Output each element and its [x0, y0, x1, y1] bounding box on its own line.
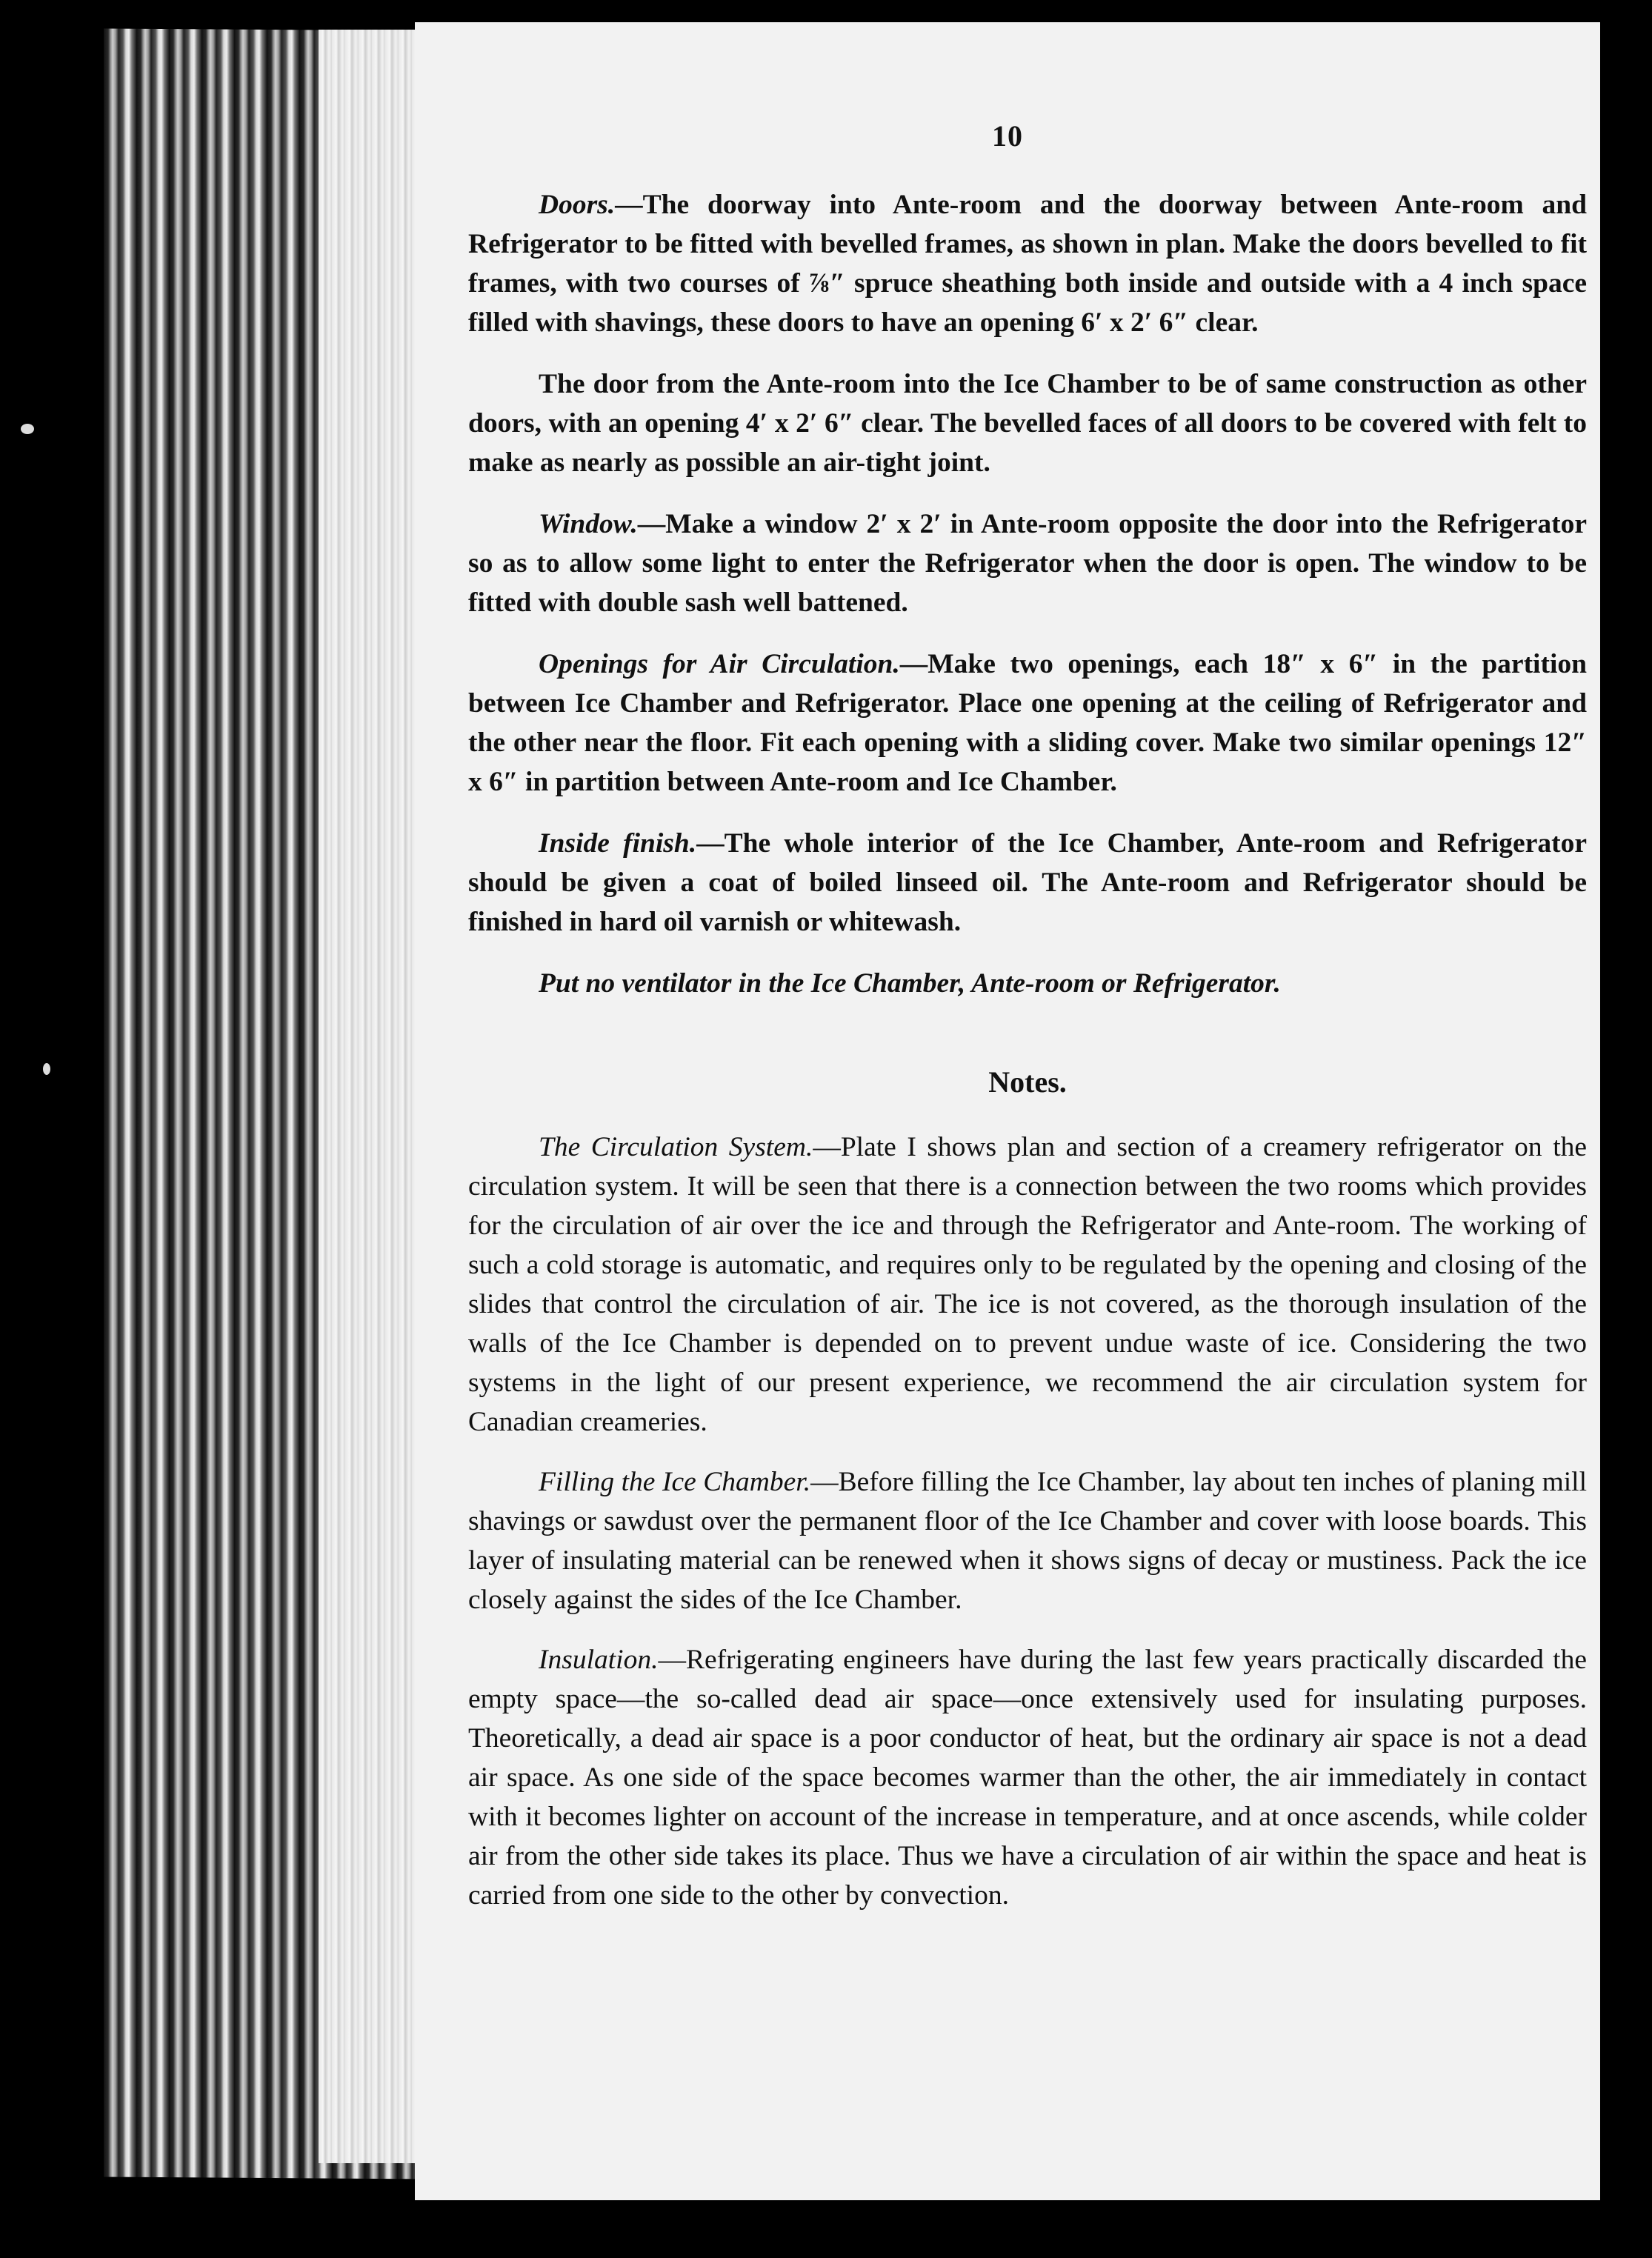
- notes-heading: Notes.: [988, 1065, 1067, 1099]
- paragraph-lead: Doors.: [539, 190, 616, 220]
- paragraph-openings: [468, 645, 1587, 802]
- paragraph-lead: Insulation.: [539, 1645, 659, 1675]
- paragraph-lead: Filling the Ice Chamber.: [539, 1467, 811, 1497]
- no-ventilator-note: Put no ventilator in the Ice Chamber, Ante-room or Refrigerator.: [539, 968, 1281, 999]
- paragraph-text: —Plate I shows plan and section of a creamery refrigerator on the circulation system. It will be seen that there is a connection between the two rooms which provides for the circulation of air over the ice and through the Refrigerator and Ante-room. The working of such a cold storage is automatic, and requires only to be regulated by the opening and closing of the slides that control the circulation of air. The ice is not covered, as the thorough insulation of the walls of the Ice Chamber is depended on to prevent undue waste of ice. Considering the two systems in the light of our present experience, we recommend the air circulation system for Canadian creameries.: [468, 1132, 1588, 1437]
- paragraph-lead: Inside finish.: [539, 828, 697, 859]
- paragraph-text: —Refrigerating engineers have during the last few years practically discarded the empty space—the so-called dead air space—once extensively used for insulating purposes. Theoretically, a dead air space is a poor conductor of heat, but the ordinary air space is not a dead air space. As one side of the space becomes warmer than the other, the air immediately in contact with it becomes lighter on account of the increase in temperature, and at once ascends, while colder air from the other side takes its place. Thus we have a circulation of air within the space and heat is carried from one side to the other by convection.: [468, 1645, 1587, 1911]
- book-page-edges-light: [319, 30, 430, 2163]
- paragraph-text: The door from the Ante-room into the Ice Chamber to be of same construction as other doors, with an opening 4′ x 2′ 6″ clear. The bevelled faces of all doors to be covered with felt to make as nearly as possible an air-tight joint.: [468, 369, 1587, 478]
- paragraph-text: —Make a window 2′ x 2′ in Ante-room opposite the door into the Refrigerator so as to allow some light to enter the Refrigerator when the door is open. The window to be fitted with double sash well battened.: [468, 509, 1587, 618]
- paragraph-doors: [468, 185, 1587, 342]
- paragraph-lead: Openings for Air Circulation.: [539, 649, 900, 679]
- paragraph-insulation: [468, 1640, 1587, 1915]
- paragraph-text: —Before filling the Ice Chamber, lay about ten inches of planing mill shavings or sawdust over the permanent floor of the Ice Chamber and cover with loose boards. This layer of insulating material can be renewed when it shows signs of decay or mustiness. Pack the ice closely against the sides of the Ice Chamber.: [468, 1467, 1587, 1615]
- paragraph-circulation-system: [468, 1128, 1587, 1442]
- paragraph-ice-chamber-door: [468, 364, 1587, 482]
- paragraph-lead: The Circulation System.: [539, 1132, 813, 1162]
- notes-section: [468, 1128, 1587, 1915]
- paragraph-window: [468, 504, 1587, 622]
- paragraph-lead: Window.: [539, 509, 638, 539]
- paragraph-text: —The doorway into Ante-room and the doorway between Ante-room and Refrigerator to be fitted with bevelled frames, as shown in plan. Make the doors bevelled to fit frames, with two courses of ⅞″ spruce sheathing both inside and outside with a 4 inch space filled with shavings, these doors to have an opening 6′ x 2′ 6″ clear.: [468, 190, 1587, 338]
- paragraph-filling-ice-chamber: [468, 1462, 1587, 1619]
- paragraph-text: —Make two openings, each 18″ x 6″ in the partition between Ice Chamber and Refrigerator. Place one opening at the ceiling of Refrigerator and the other near the floor. Fit each opening with a sliding cover. Make two similar openings 12″ x 6″ in partition between Ante-room and Ice Chamber.: [468, 649, 1587, 797]
- document-page: [415, 22, 1600, 2200]
- page-body: [468, 185, 1587, 1936]
- scan-speck: [43, 1063, 50, 1075]
- paragraph-inside-finish: [468, 824, 1587, 942]
- scan-speck: [21, 424, 34, 434]
- paragraph-text: —The whole interior of the Ice Chamber, Ante-room and Refrigerator should be given a coat of boiled linseed oil. The Ante-room and Refrigerator should be finished in hard oil varnish or whitewash.: [468, 828, 1587, 937]
- page-number: 10: [992, 119, 1023, 153]
